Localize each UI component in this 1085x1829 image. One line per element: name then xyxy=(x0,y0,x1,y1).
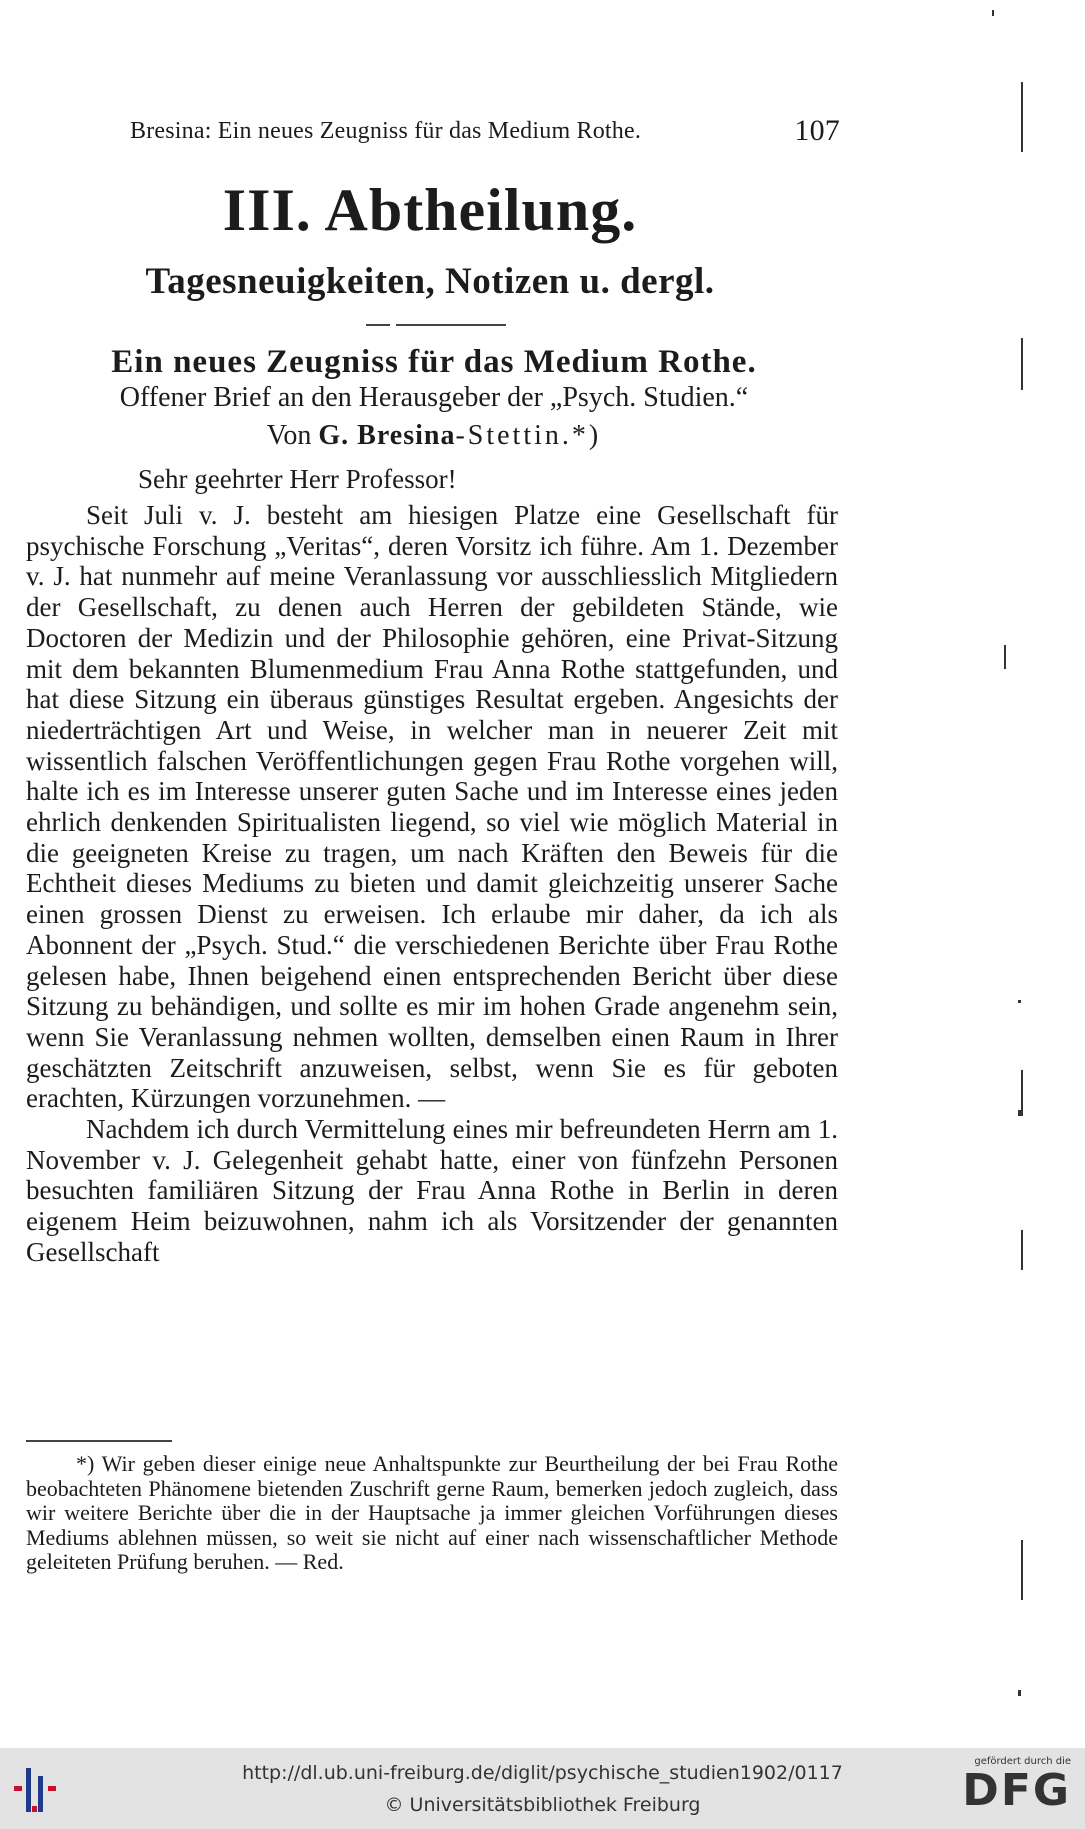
running-head xyxy=(130,114,840,147)
dfg-wordmark: DFG xyxy=(962,1765,1071,1816)
byline xyxy=(0,420,868,452)
scan-margin-mark xyxy=(1021,1540,1023,1600)
article-title: Ein neues Zeugniss für das Medium Rothe. xyxy=(111,344,757,380)
section-divider xyxy=(396,324,506,326)
scan-margin-mark xyxy=(1021,338,1023,390)
salutation: Sehr geehrter Herr Professor! xyxy=(138,464,457,494)
byline-place: -Stettin.*) xyxy=(455,420,602,451)
footer-url[interactable]: http://dl.ub.uni-freiburg.de/diglit/psychische_studien1902/0117 xyxy=(242,1762,843,1784)
scan-margin-mark xyxy=(1021,1070,1023,1116)
article-body xyxy=(26,500,838,1268)
scan-margin-mark xyxy=(1018,1000,1021,1003)
scan-margin-mark xyxy=(1018,1110,1021,1116)
byline-prefix: Von xyxy=(266,420,312,451)
page-number: 107 xyxy=(794,114,840,147)
footnote xyxy=(26,1452,838,1575)
footer-copyright: © Universitätsbibliothek Freiburg xyxy=(384,1794,701,1816)
running-head-text: Bresina: Ein neues Zeugniss für das Medium Rothe. xyxy=(130,118,642,144)
section-title: III. Abtheilung. xyxy=(222,177,638,243)
dfg-caption: gefördert durch die xyxy=(974,1756,1071,1767)
scan-margin-mark xyxy=(1021,1230,1023,1270)
scan-margin-mark xyxy=(1004,645,1006,669)
body-paragraph: Nachdem ich durch Vermittelung eines mir befreundeten Herrn am 1. November v. J. Gelegenheit gehabt hatte, einer von fünfzehn Personen besuchten familiären Sitzung der Frau Anna Rothe in Berlin in deren eigenem Heim beizuwohnen, nahm ich als Vorsitzender der genannten Gesellschaft xyxy=(26,1114,838,1267)
section-divider xyxy=(366,324,390,326)
section-subtitle: Tagesneuigkeiten, Notizen u. dergl. xyxy=(145,261,715,302)
footnote-text: *) Wir geben dieser einige neue Anhaltspunkte zur Beurtheilung der bei Frau Rothe beobachteten Phänomene bietenden Zuschrift gerne Raum, bemerken jedoch zugleich, dass wir weitere Berichte über die in der Hauptsache ja immer gleichen Vorführungen dieses Mediums ablehnen müssen, so weit sie nicht auf einer nach wissenschaftlicher Methode geleiteten Prüfung beruhen. — Red. xyxy=(26,1451,838,1575)
scan-margin-mark xyxy=(1021,82,1023,152)
scan-margin-mark xyxy=(1018,1690,1021,1696)
article-subtitle: Offener Brief an den Herausgeber der „Psych. Studien.“ xyxy=(119,382,749,413)
footer-bar xyxy=(0,1748,1085,1829)
scan-margin-mark xyxy=(992,10,994,16)
body-paragraph: Seit Juli v. J. besteht am hiesigen Platze eine Gesellschaft für psychische Forschung „Veritas“, deren Vorsitz ich führe. Am 1. Dezember v. J. hat nunmehr auf meine Veranlassung vor ausschliesslich Mitgliedern der Gesellschaft, zu denen auch Herren der gebildeten Stände, wie Doctoren der Medizin und der Philosophie gehören, eine Privat-Sitzung mit dem bekannten Blumenmedium Frau Anna Rothe stattgefunden, und hat diese Sitzung ein überaus günstiges Resultat ergeben. Angesichts der niederträchtigen Art und Weise, in welcher man in neuerer Zeit mit wissentlich falschen Veröffentlichungen gegen Frau Rothe vorgehen will, halte ich es im Interesse unserer guten Sache und im Interesse eines jeden ehrlich denkenden Spiritualisten liegend, so viel wie möglich Material in die geeigneten Kreise zu tragen, um nach Kräften den Beweis für die Echtheit dieses Mediums zu bieten und damit gleichzeitig unserer Sache einen grossen Dienst zu erweisen. Ich erlaube mir daher, da ich als Abonnent der „Psych. Stud.“ die verschiedenen Berichte über Frau Rothe gelesen habe, Ihnen beigehend einen entsprechenden Bericht über diese Sitzung zu behändigen, und sollte es mir im hohen Grade angenehm sein, wenn Sie Veranlassung nehmen wollten, demselben einen Raum in Ihrer geschätzten Zeitschrift anzuweisen, selbst, wenn Sie es für geboten erachten, Kürzungen vorzunehmen. — xyxy=(26,500,838,1114)
byline-author: G. Bresina xyxy=(318,420,456,451)
dfg-logo xyxy=(951,1756,1071,1824)
footnote-rule xyxy=(26,1440,172,1442)
